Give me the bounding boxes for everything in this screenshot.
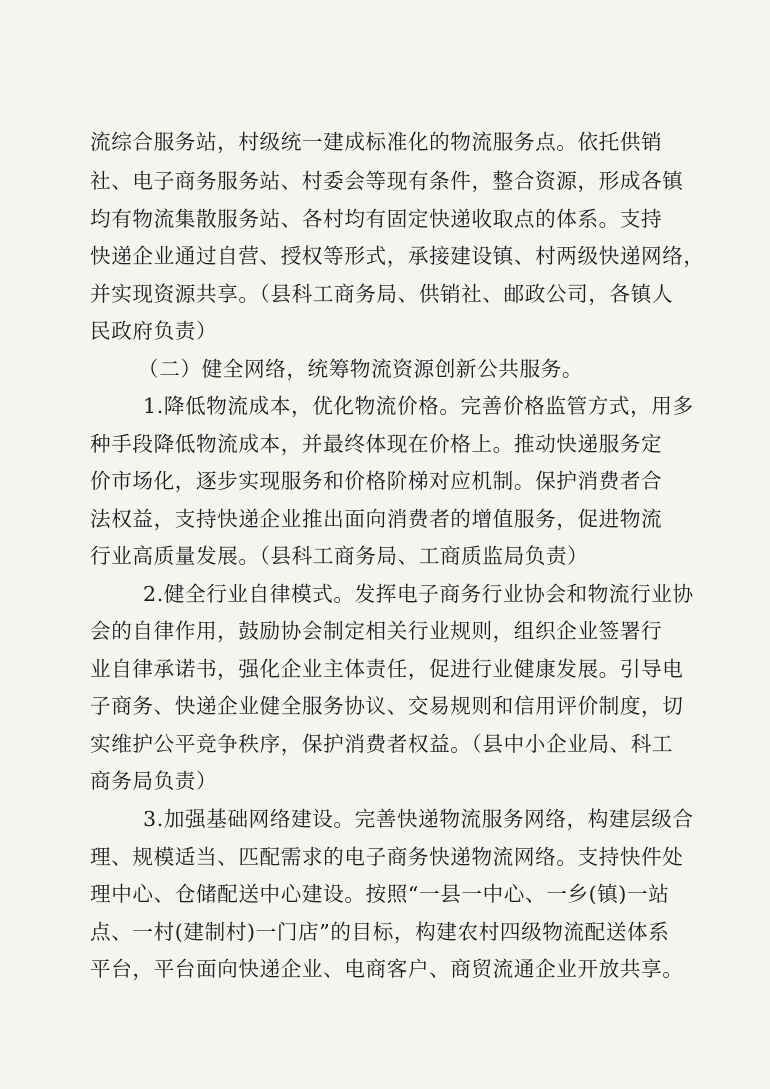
text-line: 社、电子商务服务站、村委会等现有条件，整合资源，形成各镇 [90,169,684,193]
text-line: 2.健全行业自律模式。发挥电子商务行业协会和物流行业协 [143,582,694,606]
text-line: 3.加强基础网络建设。完善快递物流服务网络，构建层级合 [143,807,694,831]
text-line: 种手段降低物流成本，并最终体现在价格上。推动快递服务定 [90,432,663,456]
text-line: 业自律承诺书，强化企业主体责任，促进行业健康发展。引导电 [90,657,684,681]
text-line: 法权益，支持快递企业推出面向消费者的增值服务，促进物流 [90,507,663,531]
text-line: 实维护公平竞争秩序，保护消费者权益。（县中小企业局、科工 [90,732,674,756]
text-line: 快递企业通过自营、授权等形式，承接建设镇、村两级快递网络， [90,244,705,268]
text-line: 流综合服务站，村级统一建成标准化的物流服务点。依托供销 [90,130,663,154]
text-line: 行业高质量发展。（县科工商务局、工商质监局负责） [90,544,589,568]
text-line: 商务局负责） [90,769,218,793]
text-line: 子商务、快递企业健全服务协议、交易规则和信用评价制度，切 [90,694,684,718]
text-line: 价市场化，逐步实现服务和价格阶梯对应机制。保护消费者合 [90,469,663,493]
text-line: 均有物流集散服务站、各村均有固定快递收取点的体系。支持 [90,207,663,231]
text-line: 理、规模适当、匹配需求的电子商务快递物流网络。支持快件处 [90,845,684,869]
text-line: 并实现资源共享。（县科工商务局、供销社、邮政公司，各镇人 [90,282,674,306]
text-line: 平台，平台面向快递企业、电商客户、商贸流通企业开放共享。 [90,957,684,981]
text-line: 1.降低物流成本，优化物流价格。完善价格监管方式，用多 [143,394,694,418]
text-line: 民政府负责） [90,319,218,343]
section-heading: （二）健全网络，统筹物流资源创新公共服务。 [138,357,584,381]
text-line: 点、一村(建制村)一门店”的目标，构建农村四级物流配送体系 [90,920,670,944]
text-line: 理中心、仓储配送中心建设。按照“一县一中心、一乡(镇)一站 [90,882,670,906]
text-line: 会的自律作用，鼓励协会制定相关行业规则，组织企业签署行 [90,619,663,643]
